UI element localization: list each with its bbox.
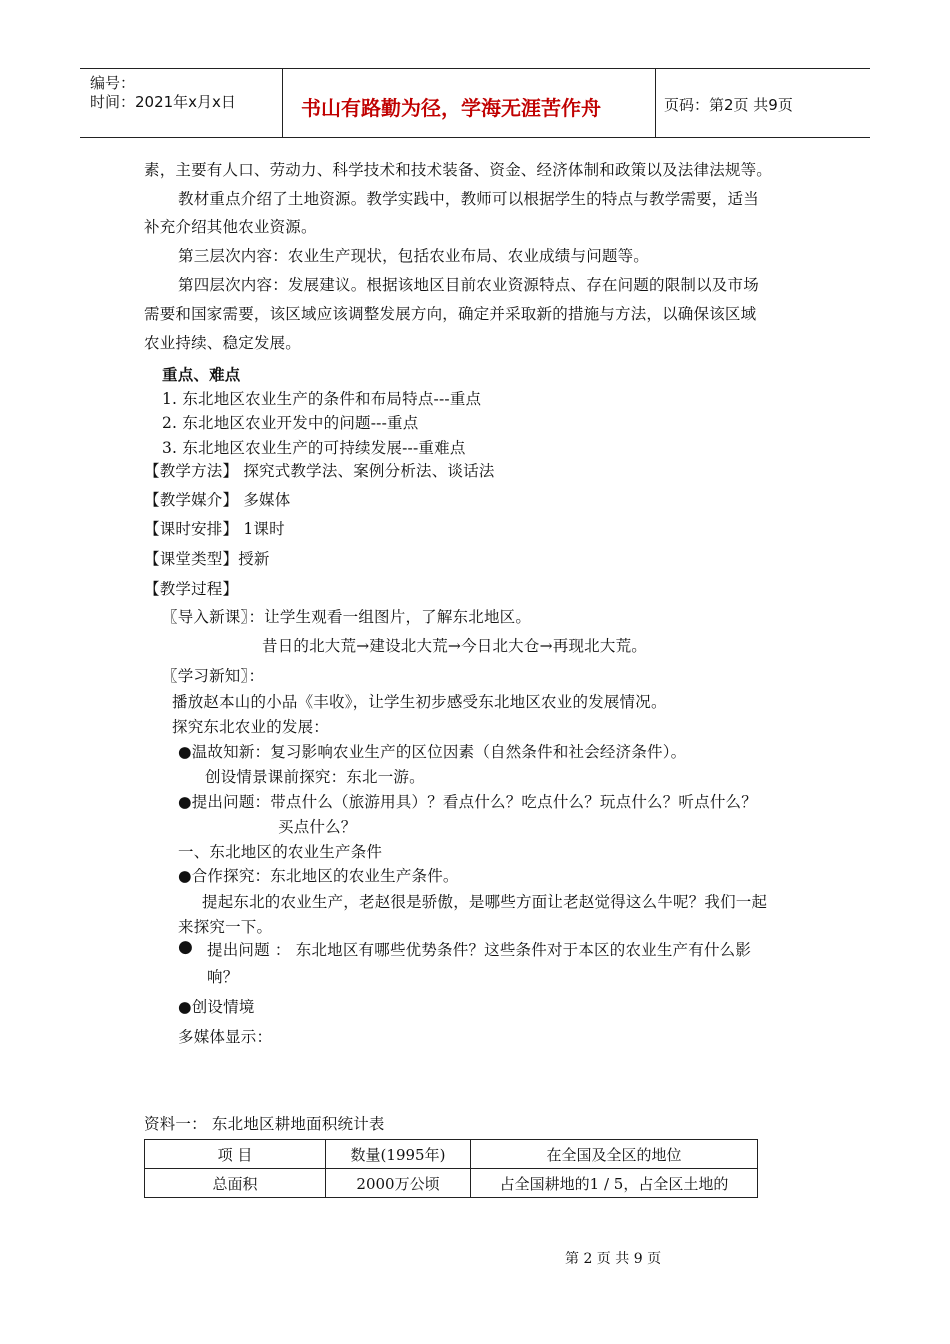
learn-line: 探究东北农业的发展：	[172, 718, 330, 736]
material-title: 资料一： 东北地区耕地面积统计表	[144, 1115, 385, 1133]
learn-line: 播放赵本山的小品《丰收》，让学生初步感受东北地区农业的发展情况。	[172, 693, 667, 711]
farmland-table	[144, 1139, 758, 1198]
header-divider	[282, 69, 283, 137]
time-label: 时间：2021年x月x日	[90, 93, 236, 111]
intro-flow: 昔日的北大荒→建设北大荒→今日北大仓→再现北大荒。	[262, 637, 647, 655]
bullet-continuation: 买点什么？	[278, 818, 357, 836]
table-row	[145, 1169, 758, 1198]
bullet-item: ●创设情境	[178, 998, 255, 1016]
body-line: 补充介绍其他农业资源。	[144, 218, 317, 236]
body-line: 教材重点介绍了土地资源。教学实践中，教师可以根据学生的特点与教学需要，适当	[178, 190, 759, 208]
table-header-cell: 项 目	[145, 1140, 326, 1169]
bullet-item: ●合作探究：东北地区的农业生产条件。	[178, 867, 459, 885]
teaching-process: 【教学过程】	[144, 580, 239, 598]
bullet-item: ●提出问题：带点什么（旅游用具）？看点什么？吃点什么？玩点什么？听点什么？	[178, 793, 757, 811]
motto: 书山有路勤为径，学海无涯苦作舟	[301, 96, 601, 120]
table-header-row	[145, 1140, 758, 1169]
body-line: 第三层次内容：农业生产现状，包括农业布局、农业成绩与问题等。	[178, 247, 650, 265]
bullet-continuation: 响？	[207, 968, 239, 986]
learn-heading: 〖学习新知〗：	[162, 667, 265, 685]
paragraph-line: 提起东北的农业生产，老赵很是骄傲，是哪些方面让老赵觉得这么牛呢？我们一起	[202, 893, 768, 911]
section-heading: 一、东北地区的农业生产条件	[178, 843, 383, 861]
class-type: 【课堂类型】授新	[144, 550, 270, 568]
body-line: 素，主要有人口、劳动力、科学技术和技术装备、资金、经济体制和政策以及法律法规等。	[144, 161, 773, 179]
table-header-cell: 数量(1995年)	[326, 1140, 471, 1169]
key-point: 2. 东北地区农业开发中的问题---重点	[162, 414, 419, 432]
number-label: 编号：	[90, 74, 136, 92]
body-line: 需要和国家需要，该区域应该调整发展方向，确定并采取新的措施与方法，以确保该区域	[144, 305, 757, 323]
page-footer: 第 2 页 共 9 页	[565, 1251, 662, 1267]
paragraph-line: 来探究一下。	[178, 918, 273, 936]
multimedia-label: 多媒体显示：	[178, 1028, 273, 1046]
intro-line: 〖导入新课〗：让学生观看一组图片，了解东北地区。	[162, 608, 532, 626]
bullet-item: 提出问题 ： 东北地区有哪些优势条件？这些条件对于本区的农业生产有什么影	[207, 941, 752, 959]
body-line: 农业持续、稳定发展。	[144, 334, 302, 352]
key-points-heading: 重点、难点	[162, 365, 241, 384]
teaching-media: 【教学媒介】 多媒体	[144, 491, 291, 509]
page-info: 页码：第2页 共9页	[664, 96, 793, 114]
header-divider	[655, 69, 656, 137]
table-cell: 2000万公顷	[326, 1169, 471, 1198]
bullet-dot: ●	[178, 937, 194, 957]
table-cell: 占全国耕地的1 / 5，占全区土地的	[471, 1169, 758, 1198]
bullet-continuation: 创设情景课前探究：东北一游。	[205, 768, 425, 786]
key-point: 3. 东北地区农业生产的可持续发展---重难点	[162, 439, 466, 457]
table-header-cell: 在全国及全区的地位	[471, 1140, 758, 1169]
table-cell: 总面积	[145, 1169, 326, 1198]
bullet-item: ●温故知新：复习影响农业生产的区位因素（自然条件和社会经济条件）。	[178, 743, 687, 761]
teaching-method: 【教学方法】 探究式教学法、案例分析法、谈话法	[144, 462, 495, 480]
key-point: 1. 东北地区农业生产的条件和布局特点---重点	[162, 390, 482, 408]
body-line: 第四层次内容：发展建议。根据该地区目前农业资源特点、存在问题的限制以及市场	[178, 276, 759, 294]
class-hours: 【课时安排】 1课时	[144, 520, 285, 538]
